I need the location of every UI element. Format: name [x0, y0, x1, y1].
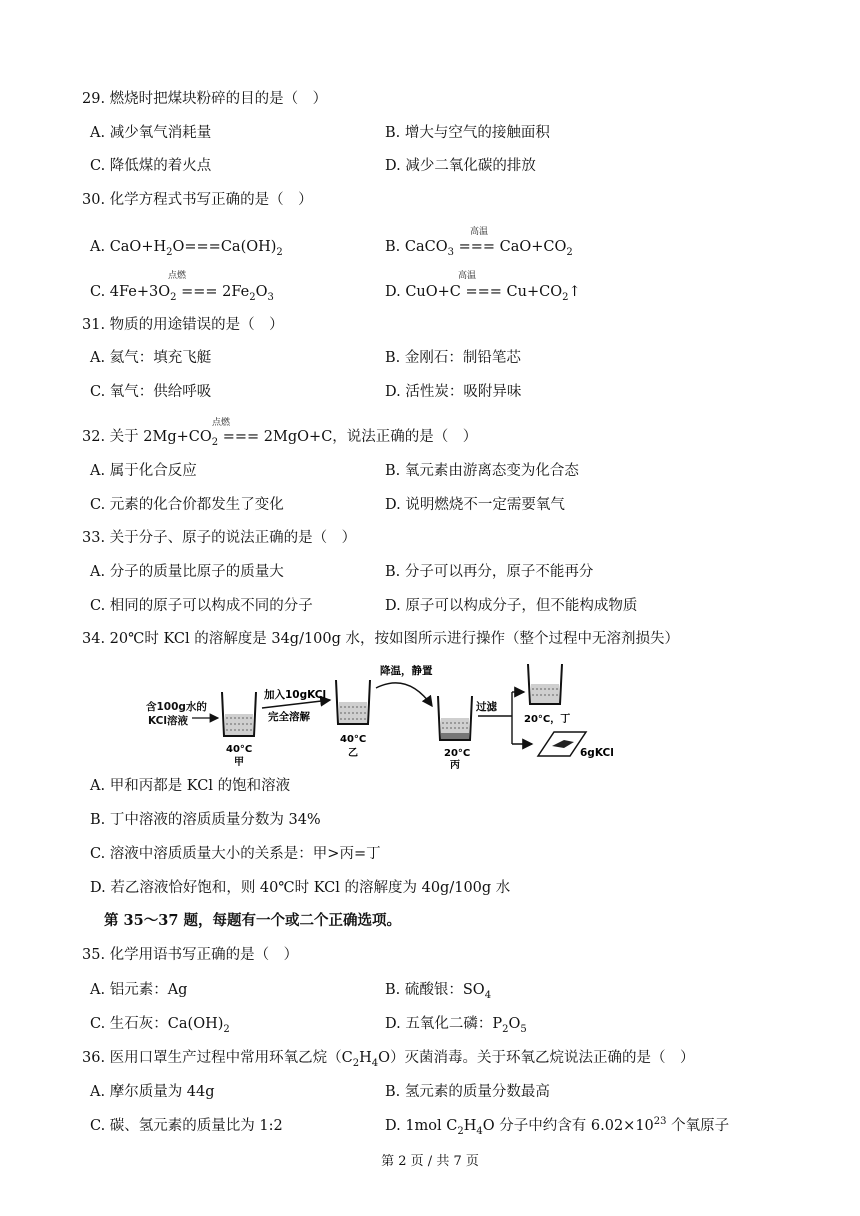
q29-option-b: B. 增大与空气的接触面积	[385, 125, 550, 141]
q33-option-d: D. 原子可以构成分子，但不能构成物质	[385, 598, 638, 614]
start-label-line2: KCl溶液	[148, 715, 188, 727]
q32-stem: 32. 关于 $2Mg+CO_2$ === 2MgO+C，说法正确的是（ ）	[82, 429, 478, 448]
section-note: 第 35～37 题，每题有一个或二个正确选项。	[104, 912, 401, 929]
q29-option-a: A. 减少氧气消耗量	[90, 125, 212, 141]
q35-option-c-text: C. 生石灰：Ca(OH)	[90, 1016, 224, 1032]
q31-stem: 31. 物质的用途错误的是（ ）	[82, 317, 284, 333]
beaker-yi-icon	[336, 680, 370, 724]
q29-option-c: C. 降低煤的着火点	[90, 158, 212, 174]
q31-option-c: C. 氧气：供给呼吸	[90, 384, 212, 400]
q30-option-d: D. CuO+C === $Cu+CO_2↑$	[385, 284, 581, 303]
beaker-yi-name: 乙	[348, 748, 358, 759]
q32-option-b: B. 氧元素由游离态变为化合态	[385, 463, 579, 479]
q34-option-c: C. 溶液中溶质质量大小的关系是：甲>丙=丁	[90, 846, 381, 862]
q31-option-d: D. 活性炭：吸附异味	[385, 384, 522, 400]
q36-stem-a: 36. 医用口罩生产过程中常用环氧乙烷（C	[82, 1050, 353, 1066]
q35-option-d-text: D. 五氧化二磷：P	[385, 1016, 503, 1032]
q36-option-c: C. 碳、氢元素的质量比为 1:2	[90, 1118, 283, 1134]
beaker-bing-name: 丙	[450, 760, 460, 770]
start-label-line1: 含100g水的	[146, 701, 207, 713]
q29-stem: 29. 燃烧时把煤块粉碎的目的是（ ）	[82, 91, 328, 107]
q34-figure	[140, 660, 620, 770]
q35-option-b-text: B. 硫酸银：SO	[385, 982, 485, 998]
beaker-bing-temp: 20°C	[444, 748, 471, 759]
beaker-jia-temp: 40°C	[226, 744, 253, 755]
beaker-jia-name: 甲	[234, 757, 244, 768]
q30-option-b-condition: 高温	[470, 227, 489, 237]
q32-option-c: C. 元素的化合价都发生了变化	[90, 497, 284, 513]
q30-option-b: B. CaCO$_3$ === $CaO+CO_2$	[385, 239, 573, 258]
q34-option-d: D. 若乙溶液恰好饱和，则 40℃时 KCl 的溶解度为 40g/100g 水	[90, 880, 511, 896]
q32-condition: 点燃	[212, 418, 231, 428]
q32-option-a: A. 属于化合反应	[90, 463, 197, 479]
beaker-ding-icon	[528, 664, 562, 704]
q35-option-c: C. 生石灰：$Ca(OH)_2$	[90, 1016, 230, 1035]
q33-option-c: C. 相同的原子可以构成不同的分子	[90, 598, 313, 614]
q31-option-b: B. 金刚石：制铅笔芯	[385, 350, 521, 366]
beaker-ding-label: 20°C，丁	[524, 714, 571, 725]
q36-stem: 36. 医用口罩生产过程中常用环氧乙烷$(C_2H_4O)$灭菌消毒。关于环氧乙烷说法正确的是（ ）	[82, 1050, 695, 1069]
q35-stem: 35. 化学用语书写正确的是（ ）	[82, 947, 299, 963]
q36-option-a: A. 摩尔质量为 44g	[90, 1084, 215, 1100]
q34-option-b: B. 丁中溶液的溶质质量分数为 34%	[90, 812, 321, 828]
solid-label: 6gKCl	[580, 747, 614, 759]
q29-option-d: D. 减少二氧化碳的排放	[385, 158, 536, 174]
q32-stem-suffix: ，说法正确的是（ ）	[332, 429, 478, 445]
filter-paper-icon	[538, 732, 586, 756]
arrow1-top-label: 加入10gKCl	[264, 689, 327, 701]
q30-option-d-condition: 高温	[458, 271, 477, 281]
q32-option-d: D. 说明燃烧不一定需要氧气	[385, 497, 565, 513]
q33-option-a: A. 分子的质量比原子的质量大	[90, 564, 284, 580]
beaker-bing-icon	[438, 696, 472, 740]
q34-stem: 34. 20℃时 KCl 的溶解度是 34g/100g 水，按如图所示进行操作（整个过程中无溶剂损失）	[82, 631, 680, 647]
q36-option-b: B. 氢元素的质量分数最高	[385, 1084, 550, 1100]
arrow3-label: 过滤	[476, 701, 497, 713]
q30-option-c-condition: 点燃	[168, 271, 187, 281]
q31-option-a: A. 氦气：填充飞艇	[90, 350, 212, 366]
q34-option-a: A. 甲和丙都是 KCl 的饱和溶液	[90, 778, 291, 794]
q35-option-a: A. 铝元素：Ag	[90, 982, 188, 998]
beaker-yi-temp: 40°C	[340, 734, 367, 745]
arrow2-label: 降温，静置	[380, 665, 433, 677]
q36-stem-b: ）灭菌消毒。关于环氧乙烷说法正确的是（ ）	[390, 1050, 695, 1066]
q36-option-d: D. 1mol $C_2H_4O$ 分子中约含有 $6.02\times 10^{23}$ 个氧原子	[385, 1116, 730, 1137]
page-footer: 第 2 页 / 共 7 页	[381, 1154, 479, 1169]
arrow1-bottom-label: 完全溶解	[268, 711, 310, 723]
beaker-jia-icon	[222, 692, 256, 736]
q30-stem: 30. 化学方程式书写正确的是（ ）	[82, 192, 313, 208]
q35-option-d: D. 五氧化二磷：$P_2O_5$	[385, 1016, 527, 1035]
q30-option-c: C. $4Fe+3O_2$ === $2Fe_2O_3$	[90, 284, 274, 303]
q30-option-a: A. $CaO+H_2O===Ca(OH)_2$	[90, 239, 283, 258]
q33-stem: 33. 关于分子、原子的说法正确的是（ ）	[82, 530, 357, 546]
q35-option-b: B. 硫酸银：$SO_4$	[385, 982, 492, 1001]
q33-option-b: B. 分子可以再分，原子不能再分	[385, 564, 594, 580]
